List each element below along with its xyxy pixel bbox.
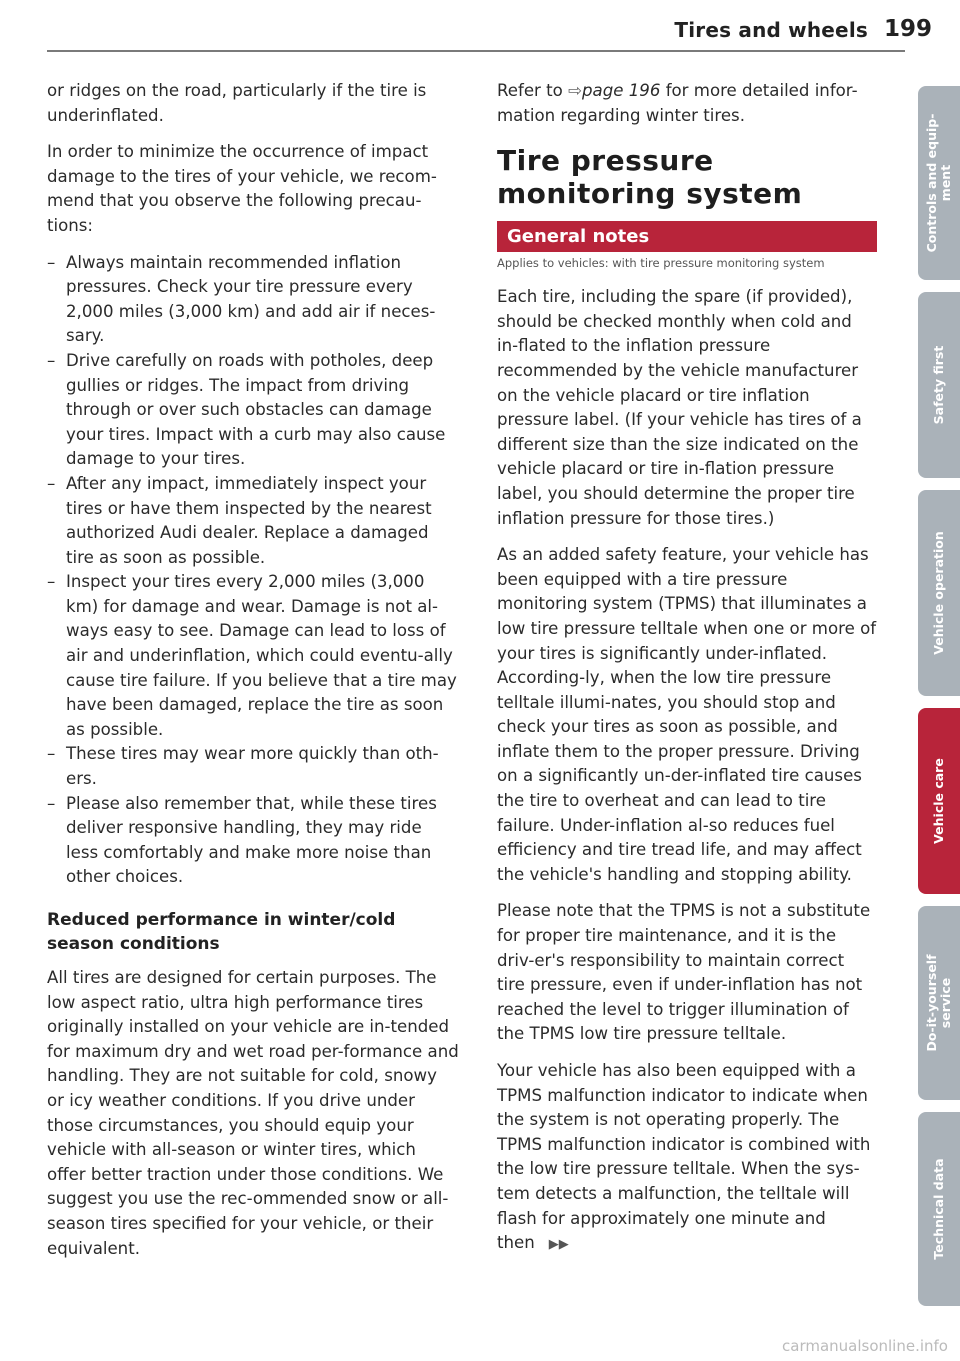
tpms-paragraph-3: Please note that the TPMS is not a substitute for proper tire maintenance, and it is the driv-er's responsibility to maintain correct tire pressure, even if under-inflation has not reached the level to trigger illumination of the TPMS low tire pressure telltale.: [497, 901, 871, 1044]
precautions-list: [47, 251, 459, 890]
right-column: [497, 79, 877, 1270]
tab-safety-first[interactable]: Safety first: [918, 292, 960, 478]
tpms-paragraph-2: As an added safety feature, your vehicle has been equipped with a tire pressure monitoring system (TPMS) that illuminates a low tire pressure telltale when one or more of your tires is significantly under-inflated. According-ly, when the low tire pressure telltale illumi-nates, you should stop and check your tires as soon as possible, and inflate them to the proper pressure. Driving on a significantly un-der-inflated tire causes the tire to overheat and can lead to tire failure. Under-inflation al-so reduces fuel efficiency and tire tread life, and may affect the vehicle's handling and stopping ability.: [497, 545, 877, 884]
tpms-paragraph-1: Each tire, including the spare (if provided), should be checked monthly when cold and in-flated to the inflation pressure recommended by the vehicle manufacturer on the vehicle placard or tire inflation pressure label. (If your vehicle has tires of a different size than the size indicated on the vehicle placard or tire in-flation pressure label, you should determine the proper tire inflation pressure for those tires.): [497, 287, 862, 528]
list-item: – Always maintain recommended inflation pressures. Check your tire pressure every 2,000 miles (3,000 km) and add air if neces-sary.: [47, 251, 459, 349]
tab-vehicle-operation[interactable]: Vehicle operation: [918, 490, 960, 696]
general-notes-banner: General notes: [497, 221, 877, 252]
page-number: 199: [883, 16, 932, 42]
tab-controls-and-equipment[interactable]: Controls and equip- ment: [918, 86, 960, 280]
continue-arrow-icon: ▶▶: [548, 1237, 569, 1253]
list-item: – Inspect your tires every 2,000 miles (3,000 km) for damage and wear. Damage is not al-ways easy to see. Damage can lead to loss of air and underinflation, which could eventu-ally cause tire failure. If you believe that a tire may have been damaged, replace the tire as soon as possible.: [47, 570, 459, 742]
chapter-tabs: [918, 0, 960, 1361]
list-item: – Drive carefully on roads with potholes, deep gullies or ridges. The impact from driving through or over such obstacles can damage your tires. Impact with a curb may also cause damage to your tires.: [47, 349, 459, 472]
left-column: [47, 79, 459, 1273]
winter-subheading: Reduced performance in winter/cold season conditions: [47, 910, 396, 954]
tpms-section-title: Tire pressure monitoring system: [497, 144, 803, 211]
precautions-intro: In order to minimize the occurrence of impact damage to the tires of your vehicle, we recom-mend that you observe the following precau-tions:: [47, 142, 437, 235]
tab-vehicle-care[interactable]: Vehicle care: [918, 708, 960, 894]
applies-to-note: Applies to vehicles: with tire pressure monitoring system: [497, 256, 825, 271]
section-title-header: Tires and wheels: [674, 18, 868, 42]
list-item: – These tires may wear more quickly than oth-ers.: [47, 742, 459, 791]
tab-do-it-yourself-service[interactable]: Do-it-yourself service: [918, 906, 960, 1100]
arrow-right-icon: ⇨: [568, 81, 582, 100]
intro-paragraph: or ridges on the road, particularly if the tire is underinflated.: [47, 81, 427, 125]
list-item: – Please also remember that, while these tires deliver responsive handling, they may ride less comfortably and make more noise than other choices.: [47, 792, 459, 890]
page-reference-link[interactable]: page 196: [582, 81, 661, 100]
list-item: – After any impact, immediately inspect your tires or have them inspected by the nearest authorized Audi dealer. Replace a damaged tire as soon as possible.: [47, 472, 459, 570]
tpms-paragraph-4: Your vehicle has also been equipped with a TPMS malfunction indicator to indicate when the system is not operating properly. The TPMS malfunction indicator is combined with the low tire pressure telltale. When the sys-tem detects a malfunction, the telltale will flash for approximately one minute and then ▶▶: [497, 1061, 871, 1253]
refer-paragraph: Refer to ⇨page 196 for more detailed infor-mation regarding winter tires.: [497, 81, 858, 125]
header-divider: [47, 50, 905, 52]
tab-technical-data[interactable]: Technical data: [918, 1112, 960, 1306]
watermark: carmanualsonline.info: [782, 1337, 948, 1355]
winter-paragraph: All tires are designed for certain purposes. The low aspect ratio, ultra high performance tires originally installed on your vehicle are in-tended for maximum dry and wet road per-formance and handling. They are not suitable for cold, snowy or icy weather conditions. If you drive under those circumstances, you should equip your vehicle with all-season or winter tires, which offer better traction under those conditions. We suggest you use the rec-ommended snow or all-season tires specified for your vehicle, or their equivalent.: [47, 968, 459, 1258]
